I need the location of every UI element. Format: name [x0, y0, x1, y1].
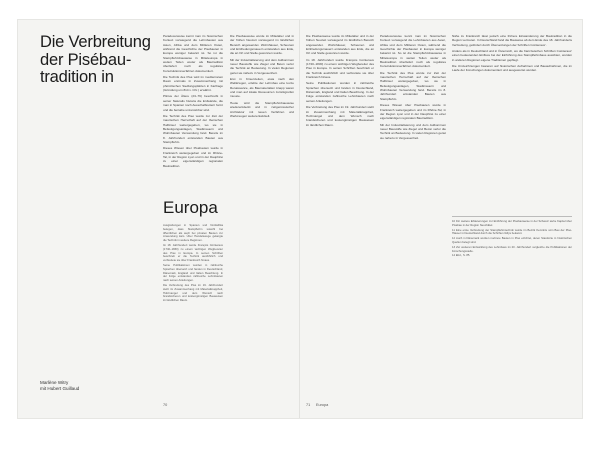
- footnote: 11 Eine erste Verbreitung der Stampflehmtechnik wurde im Bezirk Kenntnis vom Bau der Pisé-Häuser in Deutschland durch die Schriften Gillys bekannt.: [452, 228, 572, 236]
- chapter-title-line-1: Die Verbreitung: [40, 33, 151, 51]
- chapter-title: [40, 34, 160, 87]
- page-number-right: 71: [306, 403, 311, 407]
- paragraph: Die Technik des Pisé wurde zur Zeit der maurischen Herrschaft auf der Iberischen Halbinsel weitergegeben, wo sie in Befestigungsanlagen, Stadtmauern und Wohnbauten Verwendung fand. Bereits im 8. Jahrhundert entstanden Bauten aus Stampflehm.: [163, 113, 223, 144]
- footnote-paragraph: Seine Publikationen wurden in zahlreiche Sprachen übersetzt und fanden in Deutschland, Dänemark, England und Italien Beachtung. In der Folge entstanden zahlreiche Lehmbauten nach seinen Anleitungen.: [163, 263, 223, 283]
- right-page: [300, 20, 582, 418]
- paragraph: Plinius der Ältere (23–79) beschreibt in seiner Naturalis historia die Erdwände, die man in Spanien noch Ausschalbrettern formt und die beinahe unzerstörbar sind.: [163, 94, 223, 112]
- paragraph: Nähe zu Frankreich lässt jedoch eine frühere Einwanderung der Bautradition in die Region vermuten. In Deutschland fand die Bauweise ab dem Ende des 18. Jahrhunderts Verbreitung, gefördert durch Übersetzungen der Schriften Cointeraux'.: [452, 34, 572, 47]
- paragraph: Heute wird die Stampflehmbauweise wiederentdeckt und in zeitgenössischer Architektur mit neuen Verfahren und Werkzeugen weiterentwickelt.: [230, 100, 294, 118]
- footnote: 10 Für weitere Erläuterungen zur Einführung der Pisébauweise in der Schweiz siehe Kapitel über Pisébau in der Region Neuchâtel.: [452, 220, 572, 227]
- paragraph: Erst in Krisenzeiten, etwa nach den Weltkriegen, erlebte der Lehmbau eine kurze Renaissance, als Baumaterialien knapp waren und man auf lokale Ressourcen zurückgreifen musste.: [230, 77, 294, 99]
- footnote: 12 Auch in Dänemark wurden mehrere Bauten in Pisé errichtet, deren Standorte in historischen Quellen belegt sind.: [452, 237, 572, 244]
- book-spread: [18, 20, 582, 418]
- footnote: 13 Zur weiteren Entwicklung des Lehmbaus im 20. Jahrhundert vergleiche die Publikationen der Forschungsstelle.: [452, 245, 572, 253]
- paragraph: Die Technik des Pisé wurde zur Zeit der maurischen Herrschaft auf der Iberischen Halbinsel weitergegeben, wo sie in Befestigungsanlagen, Stadtmauern und Wohnbauten Verwendung fand. Bereits im 8. Jahrhundert entstanden Bauten aus Stampflehm.: [380, 70, 446, 101]
- paragraph: Paradoxerweise kennt man im historischen Kontext vorwiegend die Lehmbauten aus Asien, Afrika und dem Mittleren Osten, während die Geschichte der Pisébauten in Europa weniger bekannt ist. So ist die Stampflehmbauweise in Mitteleuropa in weiten Teilen weder als Bautradition überliefert noch als reguläres Konstruktionsverfahren dokumentiert.: [380, 34, 446, 69]
- paragraph: Die Umzeichnungen basieren auf historischen Aufnahmen und Bauaufnahmen, die im Laufe der Forschungen dokumentiert und ausgewertet wurden.: [452, 64, 572, 73]
- paragraph: Anders als in Deutschland und in Österreich, wo die französischen Schriften Cointeraux' einen bedeutenden Einfluss bei der Einführung des Stampflehmbaus ausübten, wurden in anderen Regionen eigene Traditionen gepflegt.: [452, 49, 572, 62]
- running-head: Europa: [316, 403, 329, 407]
- footnotes-left: [163, 224, 223, 394]
- paragraph: Die Pisébauweise wurde im Mittelalter und in der frühen Neuzeit vorwiegend im ländlichen Bereich angewendet. Wohnhäuser, Scheunen und Einfriedungsmauern entstanden aus Erde, die an Ort und Stelle gewonnen wurde.: [306, 34, 374, 56]
- footnote: 14 Ebd., S. 85.: [452, 254, 471, 258]
- paragraph: Mit der Industrialisierung und dem Aufkommen neuer Baustoffe wie Ziegel und Beton verlor die Technik an Bedeutung. In vielen Regionen geriet sie nahezu in Vergessenheit.: [380, 122, 446, 140]
- section-heading: Europa: [163, 198, 218, 217]
- paragraph: Im 18. Jahrhundert wurde François Cointeraux (1740–1830) zu einem wichtigen Wegbereiter des Pisé in Europa. In seinen Schriften beschrieb er die Technik ausführlich und verbreitete sie über Frankreich hinaus.: [306, 57, 374, 80]
- footnote-paragraph: Die Verbreitung des Pisé im 19. Jahrhundert steht im Zusammenhang mit Materialknappheit, Holzmangel und dem Wunsch nach brandsicheren und kostengünstigen Bauweisen im ländlichen Raum.: [163, 283, 223, 303]
- footnotes-right: [452, 220, 572, 396]
- body-column-2: [230, 34, 294, 396]
- paragraph: Mit der Industrialisierung und dem Aufkommen neuer Baustoffe wie Ziegel und Beton verlor die Technik an Bedeutung. In vielen Regionen geriet sie nahezu in Vergessenheit.: [230, 57, 294, 75]
- paragraph: Die Pisébauweise wurde im Mittelalter und in der frühen Neuzeit vorwiegend im ländlichen Bereich angewendet. Wohnhäuser, Scheunen und Einfriedungsmauern entstanden aus Erde, die an Ort und Stelle gewonnen wurde.: [230, 34, 294, 56]
- author-line-1: Marlène Witry: [40, 380, 69, 385]
- paragraph: Dieses Wissen über Pisébauten wurde in Frankreich weitergegeben und im Rhône-Tal, in der Region Lyon und in der Dauphiné zu einer eigenständigen regionalen Bautradition.: [380, 103, 446, 121]
- chapter-title-line-2: der Pisébau-: [40, 50, 132, 69]
- author-credit: [40, 380, 79, 392]
- paragraph: Dieses Wissen über Pisébauten wurde in Frankreich weitergegeben und im Rhône-Tal, in der Region Lyon und in der Dauphiné zu einer eigenständigen regionalen Bautradition.: [163, 146, 223, 168]
- paragraph: Die Technik des Pisé wird im mediterranen Raum erstmals in Zusammenhang mit phönizischen Siedlungsplätzen in Karthago (Gründung um 814 v. Chr.) erwähnt.: [163, 75, 223, 93]
- left-page: [18, 20, 300, 418]
- body-column-4: [380, 34, 446, 396]
- notes-separator: [452, 216, 572, 217]
- paragraph: Seine Publikationen wurden in zahlreiche Sprachen übersetzt und fanden in Deutschland, Dänemark, England und Italien Beachtung. In der Folge entstanden zahlreiche Lehmbauten nach seinen Anleitungen.: [306, 81, 374, 103]
- body-column-3: [306, 34, 374, 396]
- footnote-paragraph: Im 18. Jahrhundert wurde François Cointeraux (1740–1830) zu einem wichtigen Wegbereiter des Pisé in Europa. In seinen Schriften beschrieb er die Technik ausführlich und verbreitete sie über Frankreich hinaus.: [163, 243, 223, 263]
- footnote-paragraph: Ausgrabungen in Spanien und Nordafrika belegen, dass Stampflehm sowohl bei öffentlichen als auch bei privaten Bauten zur Anwendung kam. Über Handelswege gelangte die Technik in weitere Regionen.: [163, 224, 223, 243]
- body-column-5: [452, 34, 572, 214]
- author-line-2: mit Hubert Guillaud: [40, 386, 80, 391]
- page-number-left: 70: [163, 403, 168, 407]
- paragraph: Paradoxerweise kennt man im historischen Kontext vorwiegend die Lehmbauten aus Asien, Afrika und dem Mittleren Osten, während die Geschichte der Pisébauten in Europa weniger bekannt ist. So ist die Stampflehmbauweise in Mitteleuropa in weiten Teilen weder als Bautradition überliefert noch als reguläres Konstruktionsverfahren dokumentiert.: [163, 34, 223, 73]
- paragraph: Die Verbreitung des Pisé im 19. Jahrhundert steht im Zusammenhang mit Materialknappheit, Holzmangel und dem Wunsch nach brandsicheren und kostengünstigen Bauweisen im ländlichen Raum.: [306, 105, 374, 127]
- body-column-1: [163, 34, 223, 192]
- chapter-title-line-3: tradition in: [40, 68, 114, 86]
